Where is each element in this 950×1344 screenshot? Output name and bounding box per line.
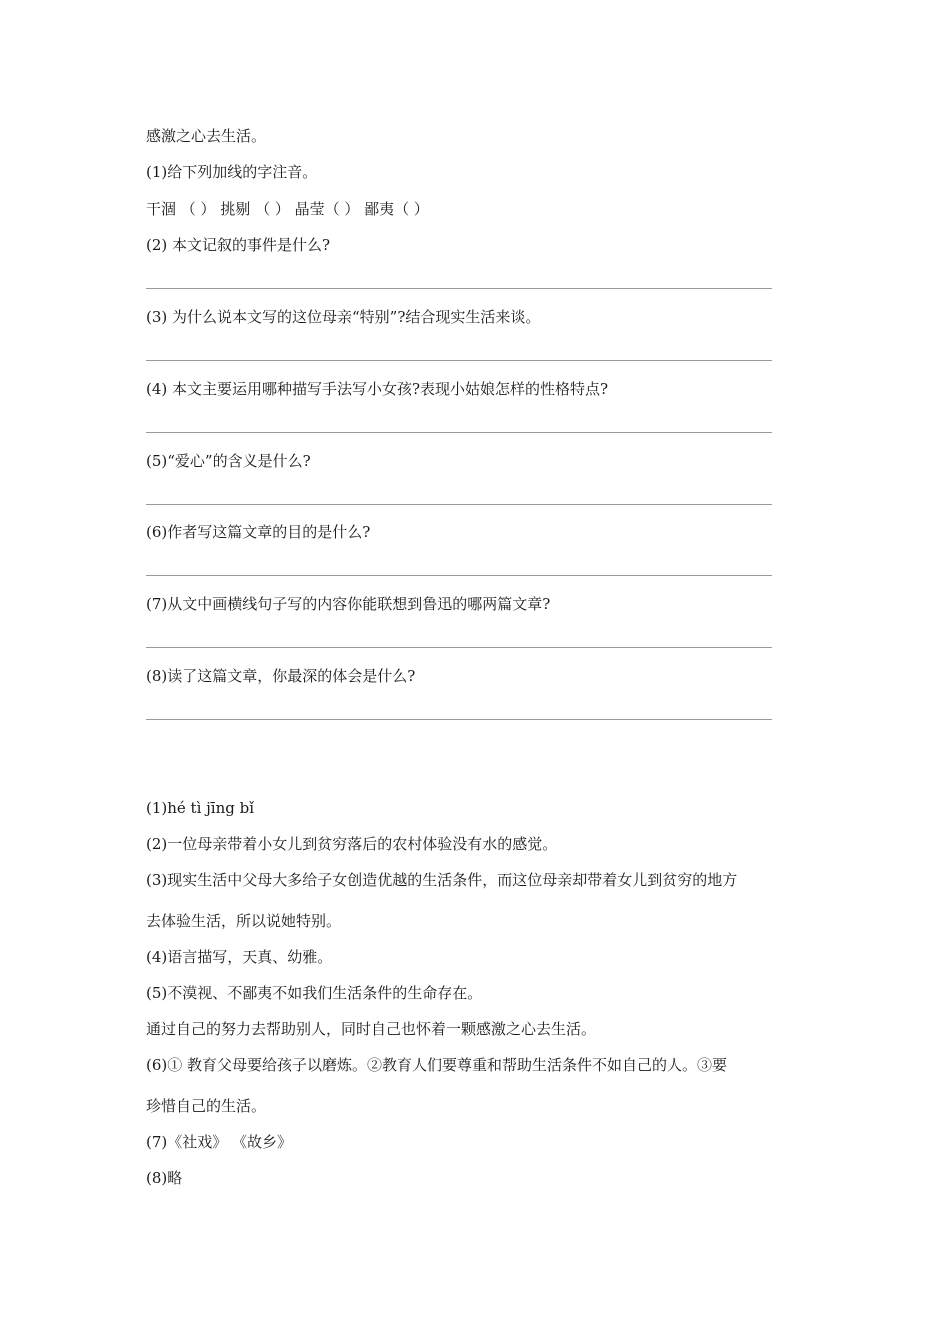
question-7: (7)从文中画横线句子写的内容你能联想到鲁迅的哪两篇文章? (146, 595, 551, 613)
answer-line-4 (146, 432, 772, 433)
answer-3-line-2: 去体验生活，所以说她特别。 (146, 912, 342, 930)
question-2: (2) 本文记叙的事件是什么? (146, 236, 331, 254)
answer-line-5 (146, 504, 772, 505)
answer-6-line-2: 珍惜自己的生活。 (146, 1097, 267, 1115)
intro-tail-text: 感激之心去生活。 (146, 127, 267, 145)
question-6: (6)作者写这篇文章的目的是什么? (146, 523, 371, 541)
answer-7: (7)《社戏》 《故乡》 (146, 1133, 293, 1151)
answer-2: (2)一位母亲带着小女儿到贫穷落后的农村体验没有水的感觉。 (146, 835, 558, 853)
question-3: (3) 为什么说本文写的这位母亲“特别”?结合现实生活来谈。 (146, 308, 541, 326)
answer-6-line-1: (6)① 教育父母要给孩子以磨炼。②教育人们要尊重和帮助生活条件不如自己的人。③要 (146, 1056, 728, 1074)
answer-line-2 (146, 288, 772, 289)
answer-4: (4)语言描写，天真、幼雅。 (146, 948, 333, 966)
answer-line-8 (146, 719, 772, 720)
answer-1: (1)hé tì jīng bǐ (146, 799, 255, 817)
question-4: (4) 本文主要运用哪种描写手法写小女孩?表现小姑娘怎样的性格特点? (146, 380, 609, 398)
answer-line-7 (146, 647, 772, 648)
answer-5-line-1: (5)不漠视、不鄙夷不如我们生活条件的生命存在。 (146, 984, 483, 1002)
answer-3-line-1: (3)现实生活中父母大多给子女创造优越的生活条件，而这位母亲却带着女儿到贫穷的地方 (146, 871, 738, 889)
question-8: (8)读了这篇文章，你最深的体会是什么? (146, 667, 416, 685)
answer-5-line-2: 通过自己的努力去帮助别人，同时自己也怀着一颗感激之心去生活。 (146, 1020, 597, 1038)
question-1: (1)给下列加线的字注音。 (146, 163, 318, 181)
answer-line-6 (146, 575, 772, 576)
answer-8: (8)略 (146, 1169, 183, 1187)
question-1-words: 干涸 （ ） 挑剔 （ ） 晶莹（ ） 鄙夷（ ） (146, 200, 429, 218)
answer-line-3 (146, 360, 772, 361)
question-5: (5)“爱心”的含义是什么? (146, 452, 311, 470)
